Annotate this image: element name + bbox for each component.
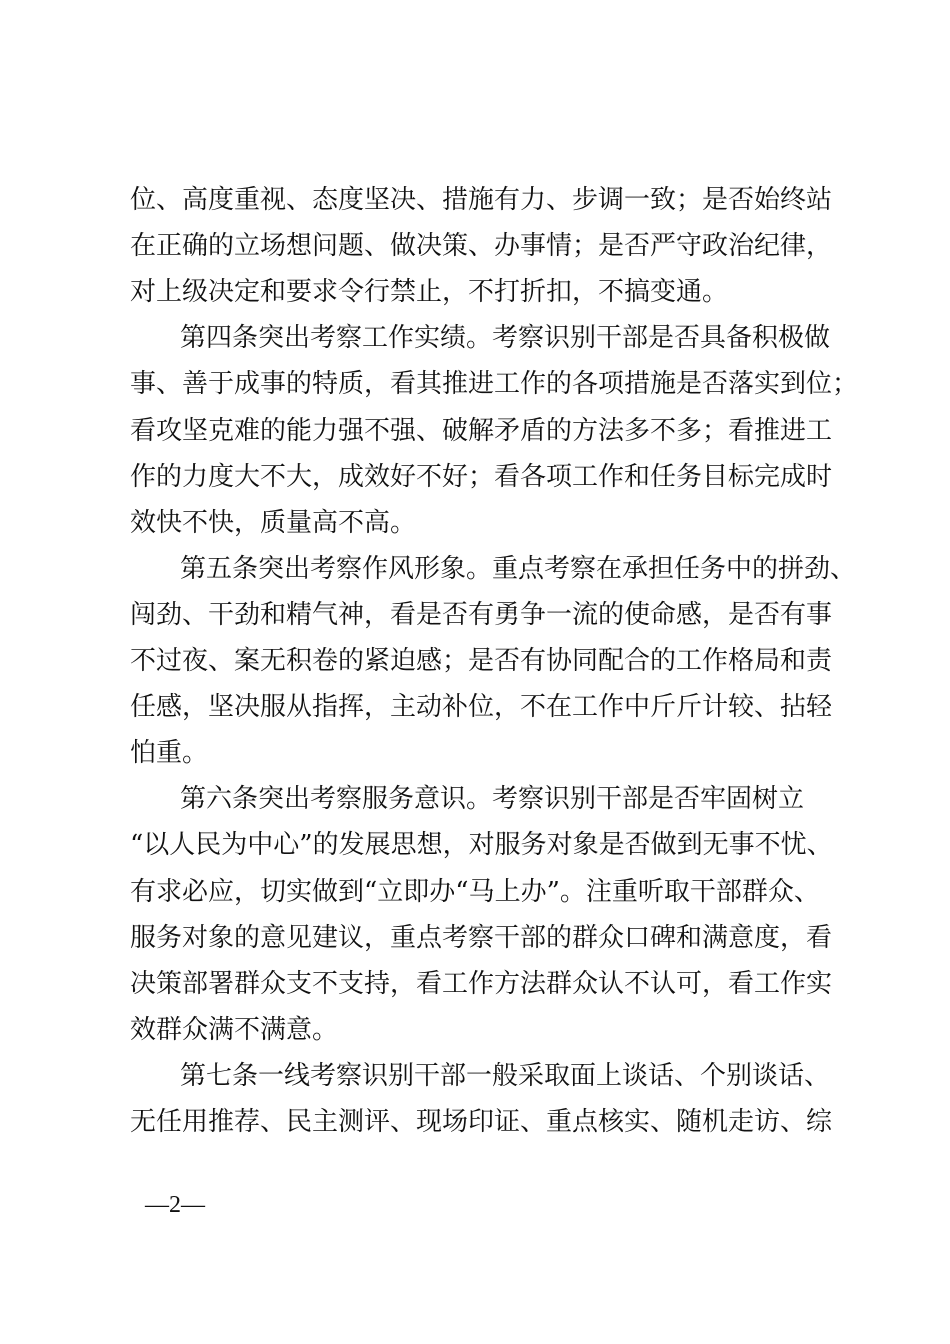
text-line: 位、高度重视、态度坚决、措施有力、步调一致；是否始终站 [130,185,833,215]
text-line: 事、善于成事的特质，看其推进工作的各项措施是否落实到位； [130,369,859,400]
text-line: 在正确的立场想问题、做决策、办事情；是否严守政治纪律， [130,231,833,262]
text-line: 效快不快，质量高不高。 [130,507,417,538]
text-line: 第四条突出考察工作实绩。考察识别干部是否具备积极做 [180,323,831,354]
text-line: 决策部署群众支不支持，看工作方法群众认不认可，看工作实 [130,968,833,999]
text-line: 第七条一线考察识别干部一般采取面上谈话、个别谈话、 [180,1060,831,1091]
text-line: 不过夜、案无积卷的紧迫感；是否有协同配合的工作格局和责 [130,646,833,676]
text-line: 效群众满不满意。 [130,1014,339,1045]
text-line: 怕重。 [130,738,209,769]
text-line: “以人民为中心”的发展思想，对服务对象是否做到无事不忧、 [130,830,833,861]
page-number: —2— [145,1192,205,1218]
text-line: 第五条突出考察作风形象。重点考察在承担任务中的拼劲、 [180,553,857,584]
text-line: 看攻坚克难的能力强不强、破解矛盾的方法多不多；看推进工 [130,415,833,446]
text-line: 无任用推荐、民主测评、现场印证、重点核实、随机走访、综 [130,1107,833,1137]
text-line: 任感，坚决服从指挥，主动补位，不在工作中斤斤计较、拈轻 [130,692,833,723]
text-line: 有求必应，切实做到“立即办“马上办”。注重听取干部群众、 [130,876,820,907]
text-line: 第六条突出考察服务意识。考察识别干部是否牢固树立 [180,784,805,815]
text-line: 闯劲、干劲和精气神，看是否有勇争一流的使命感，是否有事 [130,599,833,630]
text-line: 服务对象的意见建议，重点考察干部的群众口碑和满意度，看 [130,922,833,953]
text-line: 作的力度大不大，成效好不好；看各项工作和任务目标完成时 [130,461,833,492]
text-line: 对上级决定和要求令行禁止，不打折扣，不搞变通。 [130,277,729,308]
